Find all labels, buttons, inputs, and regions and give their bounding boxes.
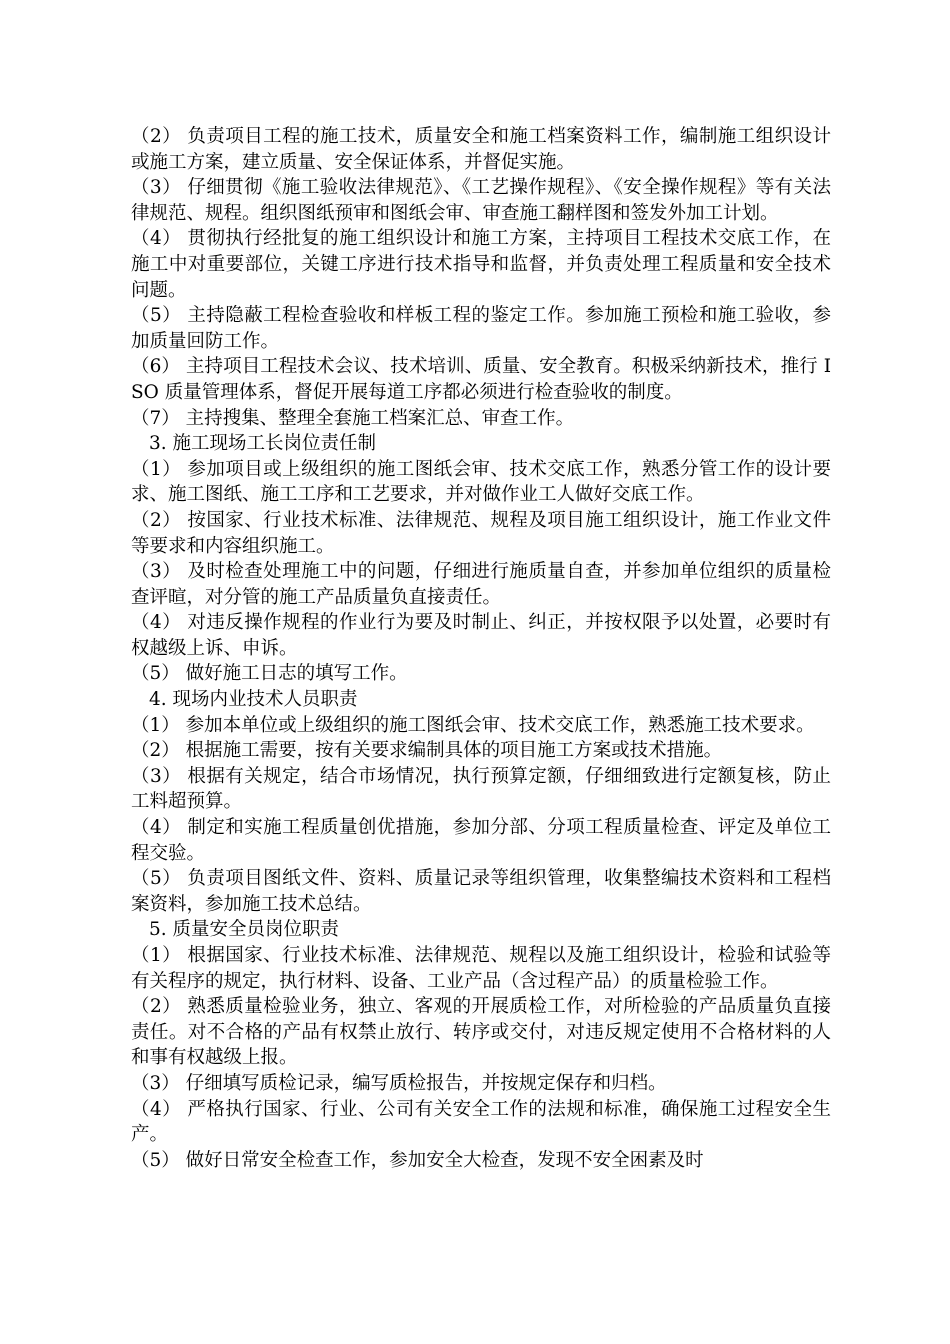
document-page xyxy=(131,124,831,1173)
list-item: （7） 主持搜集、整理全套施工档案汇总、审查工作。 xyxy=(131,407,575,429)
section-heading: 4. 现场内业技术人员职责 xyxy=(149,689,358,711)
list-item: （4） 对违反操作规程的作业行为要及时制止、纠正，并按权限予以处置，必要时有权越级上诉、申诉。 xyxy=(131,612,831,659)
list-item: （3） 仔细贯彻《施工验收法律规范》、《工艺操作规程》、《安全操作规程》等有关法律规范、规程。组织图纸预审和图纸会审、审查施工翻样图和签发外加工计划。 xyxy=(131,177,831,224)
list-item: （4） 制定和实施工程质量创优措施，参加分部、分项工程质量检查、评定及单位工程交验。 xyxy=(131,817,831,864)
list-item: （1） 参加项目或上级组织的施工图纸会审、技术交底工作，熟悉分管工作的设计要求、施工图纸、施工工序和工艺要求，并对做作业工人做好交底工作。 xyxy=(131,458,831,506)
section-heading: 3. 施工现场工长岗位责任制 xyxy=(149,433,377,455)
list-item: （2） 根据施工需要，按有关要求编制具体的项目施工方案或技术措施。 xyxy=(131,740,723,762)
list-item: （5） 做好施工日志的填写工作。 xyxy=(131,663,408,685)
list-item: （3） 及时检查处理施工中的问题，仔细进行施质量自查，并参加单位组织的质量检查评暄，对分管的施工产品质量负直接责任。 xyxy=(131,561,831,608)
list-item: （1） 根据国家、行业技术标准、法律规范、规程以及施工组织设计，检验和试验等有关程序的规定，执行材料、设备、工业产品（含过程产品）的质量检验工作。 xyxy=(131,945,831,992)
list-item: （3） 仔细填写质检记录，编写质检报告，并按规定保存和归档。 xyxy=(131,1072,667,1094)
list-item: （5） 做好日常安全检查工作，参加安全大检查，发现不安全困素及时 xyxy=(131,1149,704,1171)
list-item: （2） 熟悉质量检验业务，独立、客观的开展质检工作，对所检验的产品质量负直接责任。对不合格的产品有权禁止放行、转序或交付，对违反规定使用不合格材料的人和事有权越级上报。 xyxy=(131,996,831,1069)
list-item: （4） 严格执行国家、行业、公司有关安全工作的法规和标准，确保施工过程安全生产。 xyxy=(131,1098,831,1146)
list-item: （2） 按国家、行业技术标准、法律规范、规程及项目施工组织设计，施工作业文件等要求和内容组织施工。 xyxy=(131,509,831,557)
list-item: （5） 主持隐蔽工程检查验收和样板工程的鉴定工作。参加施工预检和施工验收，参加质量回防工作。 xyxy=(131,305,831,352)
list-item: （2） 负责项目工程的施工技术，质量安全和施工档案资料工作，编制施工组织设计或施工方案，建立质量、安全保证体系，并督促实施。 xyxy=(131,126,831,173)
section-heading: 5. 质量安全员岗位职责 xyxy=(149,919,340,941)
list-item: （6） 主持项目工程技术会议、技术培训、质量、安全教育。积极采纳新技术，推行 ISO 质量管理体系，督促开展每道工序都必须进行检查验收的制度。 xyxy=(131,356,831,403)
list-item: （4） 贯彻执行经批复的施工组织设计和施工方案，主持项目工程技术交底工作，在施工中对重要部位，关键工序进行技术指导和监督，并负责处理工程质量和安全技术问题。 xyxy=(131,228,831,301)
list-item: （5） 负责项目图纸文件、资料、质量记录等组织管理，收集整编技术资料和工程档案资料，参加施工技术总结。 xyxy=(131,868,831,915)
list-item: （3） 根据有关规定，结合市场情况，执行预算定额，仔细细致进行定额复核，防止工料超预算。 xyxy=(131,765,831,813)
list-item: （1） 参加本单位或上级组织的施工图纸会审、技术交底工作，熟悉施工技术要求。 xyxy=(131,714,815,736)
